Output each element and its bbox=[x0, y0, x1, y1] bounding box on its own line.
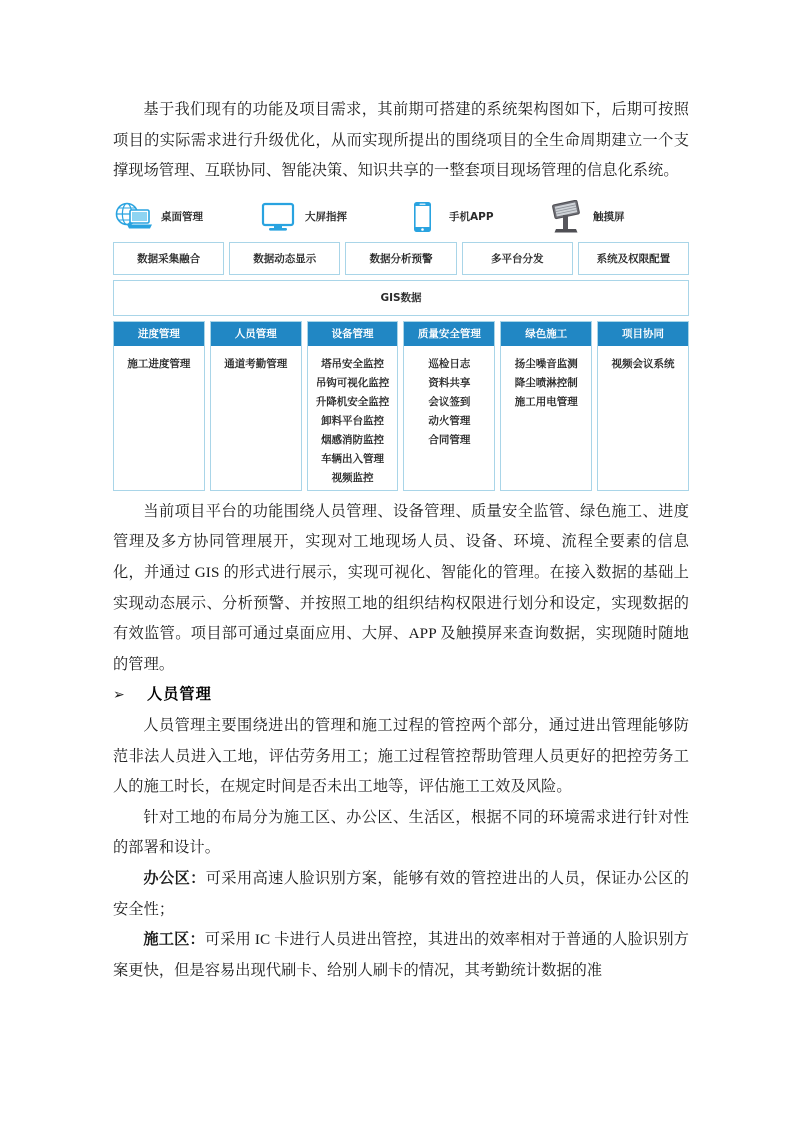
module-column-header: 进度管理 bbox=[114, 322, 204, 346]
module-column-header: 绿色施工 bbox=[501, 322, 591, 346]
module-item: 升降机安全监控 bbox=[315, 395, 390, 408]
bullet-heading-personnel-management bbox=[113, 680, 689, 711]
paragraph-site-layout: 针对工地的布局分为施工区、办公区、生活区，根据不同的环境需求进行针对性的部署和设计。 bbox=[113, 808, 689, 857]
channel-touchscreen-label: 触摸屏 bbox=[593, 211, 625, 224]
module-item: 通道考勤管理 bbox=[224, 357, 288, 370]
channel-bigscreen bbox=[257, 197, 401, 237]
channel-mobile-app-label: 手机APP bbox=[449, 211, 494, 224]
module-column-quality-safety bbox=[403, 321, 495, 491]
module-item: 塔吊安全监控 bbox=[321, 357, 385, 370]
module-item: 降尘喷淋控制 bbox=[514, 376, 578, 389]
module-item: 合同管理 bbox=[428, 433, 471, 446]
module-column-header: 质量安全管理 bbox=[404, 322, 494, 346]
module-item: 卸料平台监控 bbox=[321, 414, 385, 427]
module-item: 扬尘噪音监测 bbox=[514, 357, 578, 370]
arrow-bullet-icon: ➢ bbox=[113, 687, 125, 704]
capability-box-4: 系统及权限配置 bbox=[578, 242, 689, 275]
module-item: 车辆出入管理 bbox=[321, 452, 385, 465]
module-column-project-collaboration bbox=[597, 321, 689, 491]
module-item: 吊钩可视化监控 bbox=[315, 376, 390, 389]
module-item: 会议签到 bbox=[428, 395, 471, 408]
touchscreen-kiosk-icon bbox=[545, 197, 587, 237]
paragraph-personnel-management: 人员管理主要围绕进出的管理和施工过程的管控两个部分，通过进出管理能够防范非法人员进入工地，评估劳务用工；施工过程管控帮助管理人员更好的把控劳务工人的施工时长，在规定时间是否未出工地等，评估施工工效及风险。 bbox=[113, 716, 689, 796]
module-item: 施工用电管理 bbox=[514, 395, 578, 408]
channel-mobile-app bbox=[401, 197, 545, 237]
capability-box-2: 数据分析预警 bbox=[345, 242, 456, 275]
module-item: 视频监控 bbox=[331, 471, 374, 484]
module-column-personnel bbox=[210, 321, 302, 491]
gis-data-band: GIS数据 bbox=[113, 280, 689, 316]
module-item: 巡检日志 bbox=[428, 357, 471, 370]
module-column-body bbox=[114, 346, 204, 376]
bullet-heading-label: 人员管理 bbox=[147, 686, 212, 704]
module-column-body bbox=[404, 346, 494, 452]
channel-touchscreen bbox=[545, 197, 689, 237]
diagram-channel-row bbox=[113, 195, 689, 239]
module-column-header: 项目协同 bbox=[598, 322, 688, 346]
capability-box-1: 数据动态显示 bbox=[229, 242, 340, 275]
system-architecture-diagram bbox=[113, 195, 689, 491]
capability-box-0: 数据采集融合 bbox=[113, 242, 224, 275]
channel-bigscreen-label: 大屏指挥 bbox=[305, 211, 347, 224]
module-column-body bbox=[598, 346, 688, 376]
module-column-progress bbox=[113, 321, 205, 491]
monitor-icon bbox=[257, 197, 299, 237]
paragraph-platform-overview: 当前项目平台的功能围绕人员管理、设备管理、质量安全监管、绿色施工、进度管理及多方协同管理展开，实现对工地现场人员、设备、环境、流程全要素的信息化，并通过 GIS 的形式进行展示，实现可视化、智能化的管理。在接入数据的基础上实现动态展示、分析预警、并按照工地的组织结构权限进行划分和设定，实现数据的有效监管。项目部可通过桌面应用、大屏、APP 及触摸屏来查询数据，实现随时随地的管理。 bbox=[113, 502, 689, 673]
module-item: 烟感消防监控 bbox=[321, 433, 385, 446]
paragraph-office-area bbox=[113, 864, 689, 925]
channel-desktop bbox=[113, 197, 257, 237]
channel-desktop-label: 桌面管理 bbox=[161, 211, 203, 224]
module-column-body bbox=[501, 346, 591, 414]
module-column-green-construction bbox=[500, 321, 592, 491]
module-column-equipment bbox=[307, 321, 399, 491]
paragraph-intro: 基于我们现有的功能及项目需求，其前期可搭建的系统架构图如下，后期可按照项目的实际需求进行升级优化，从而实现所提出的围绕项目的全生命周期建立一个支撑现场管理、互联协同、智能决策、知识共享的一整套项目现场管理的信息化系统。 bbox=[113, 101, 689, 180]
paragraph-construction-area bbox=[113, 925, 689, 986]
office-area-label: 办公区： bbox=[143, 869, 206, 887]
module-item: 动火管理 bbox=[428, 414, 471, 427]
module-item: 施工进度管理 bbox=[127, 357, 191, 370]
office-area-body: 可采用高速人脸识别方案，能够有效的管控进出的人员，保证办公区的安全性； bbox=[113, 869, 689, 918]
module-column-header: 人员管理 bbox=[211, 322, 301, 346]
module-column-header: 设备管理 bbox=[308, 322, 398, 346]
capability-box-3: 多平台分发 bbox=[462, 242, 573, 275]
module-column-body bbox=[308, 346, 398, 490]
construction-area-body: 可采用 IC 卡进行人员进出管控，其进出的效率相对于普通的人脸识别方案更快，但是容易出现代刷卡、给别人刷卡的情况，其考勤统计数据的准 bbox=[113, 931, 689, 979]
globe-laptop-icon bbox=[113, 197, 155, 237]
construction-area-label: 施工区： bbox=[143, 931, 205, 949]
smartphone-icon bbox=[401, 197, 443, 237]
diagram-capability-row bbox=[113, 242, 689, 275]
module-item: 视频会议系统 bbox=[611, 357, 675, 370]
module-item: 资料共享 bbox=[428, 376, 471, 389]
diagram-module-columns bbox=[113, 321, 689, 491]
module-column-body bbox=[211, 346, 301, 376]
